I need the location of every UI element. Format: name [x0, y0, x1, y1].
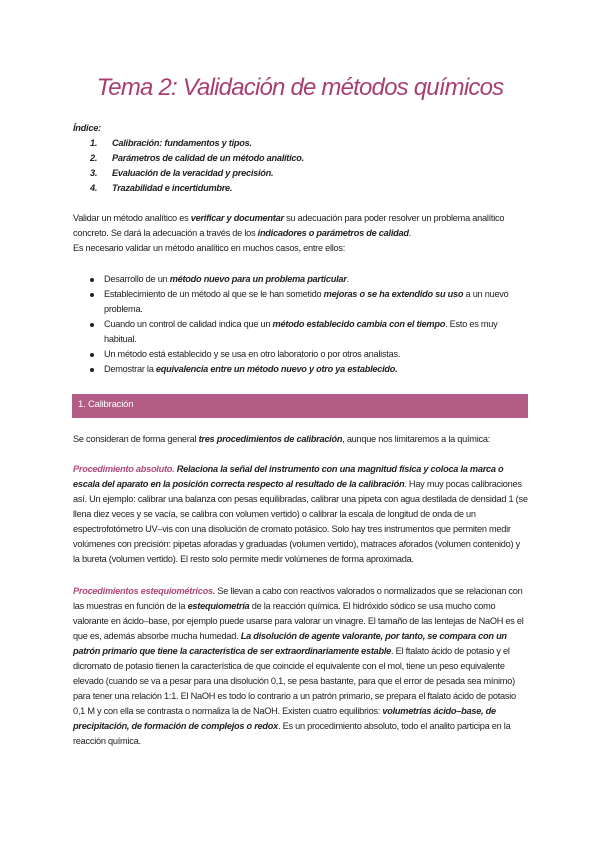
index-label: Índice: — [73, 123, 101, 133]
list-item: Demostrar la equivalencia entre un método nuevo y otro ya establecido. — [90, 362, 530, 377]
validation-cases-list — [90, 272, 530, 377]
subheading-absoluto: Procedimiento absoluto. — [73, 464, 175, 474]
index-item: 3. Evaluación de la veracidad y precisión. — [90, 168, 274, 178]
section-heading-calibracion — [72, 394, 528, 418]
intro-paragraph: Validar un método analítico es verificar y documentar su adecuación para poder resolver un problema analítico concreto. Se dará la adecuación a través de los indicadores o parámetros de calidad. Es necesario validar un método analítico en muchos casos, entre ellos: — [73, 213, 505, 253]
list-item: Cuando un control de calidad indica que un método establecido cambia con el tiempo. Esto es muy habitual. — [90, 317, 530, 347]
list-item: Desarrollo de un método nuevo para un problema particular. — [90, 272, 530, 287]
index-item: 4. Trazabilidad e incertidumbre. — [90, 183, 233, 193]
stoichiometric-procedure-paragraph: Procedimientos estequiométricos. Se llevan a cabo con reactivos valorados o normalizados que se relacionan con las muestras en función de la estequiometría de la reacción química. El hidróxido sódico se usa mucho como valorante en ácido–base, por ejemplo puede usarse para valorar un vinagre. El tamaño de las lentejas de NaOH es el que es, además absorbe mucha humedad. La disolución de agente valorante, por tanto, se compara con un patrón primario que tiene la característica de ser extraordinariamente estable. El ftalato ácido de potasio y el dicromato de potasio tienen la característica de que coincide el equivalente con el mol, tiene un peso equivalente elevado (cuando se va a pesar para una disolución 0,1, se pesa bastante, para que el error de pesada sea mínimo) para tener una relación 1:1. El NaOH es todo lo contrario a un patrón primario, se prepara el ftalato ácido de potasio 0,1 M y con ella se contrasta o normaliza la de NaOH. Existen cuatro equilibrios: volumetrías ácido–base, de precipitación, de formación de complejos o redox. Es un procedimiento absoluto, todo el analito participa en la reacción química. — [73, 586, 524, 746]
absolute-procedure-paragraph: Procedimiento absoluto. Relaciona la señal del instrumento con una magnitud física y coloca la marca o escala del aparato en la posición correcta respecto al resultado de la calibración. Hay muy pocas calibraciones así. Un ejemplo: calibrar una balanza con pesas equilibradas, calibrar una pipeta con agua destilada de densidad 1 (se llena diez veces y se vacía, se calibra con volumen vertido) o calibrar la escala de longitud de onda de un espectrofotómetro UV–vis con una disolución de cromato potásico. Solo hay tres instrumentos que permiten medir volúmenes con precisión: pipetas aforadas y graduadas (volumen vertido), matraces aforados (volumen contenido) y la bureta (volumen vertido). El resto solo permite medir volúmenes de forma aproximada. — [73, 464, 528, 564]
list-item: Un método está establecido y se usa en otro laboratorio o por otros analistas. — [90, 347, 530, 362]
index-item: 2. Parámetros de calidad de un método analítico. — [90, 153, 304, 163]
index-list — [90, 136, 304, 196]
index-item: 1. Calibración: fundamentos y tipos. — [90, 138, 252, 148]
calibration-intro: Se consideran de forma general tres procedimientos de calibración, aunque nos limitaremos a la química: — [73, 434, 491, 444]
section-heading-label: 1. Calibración — [78, 399, 134, 410]
subheading-estequiometricos: Procedimientos estequiométricos. — [73, 586, 216, 596]
list-item: Establecimiento de un método al que se le han sometido mejoras o se ha extendido su uso a un nuevo problema. — [90, 287, 530, 317]
page-title: Tema 2: Validación de métodos químicos — [96, 74, 504, 101]
